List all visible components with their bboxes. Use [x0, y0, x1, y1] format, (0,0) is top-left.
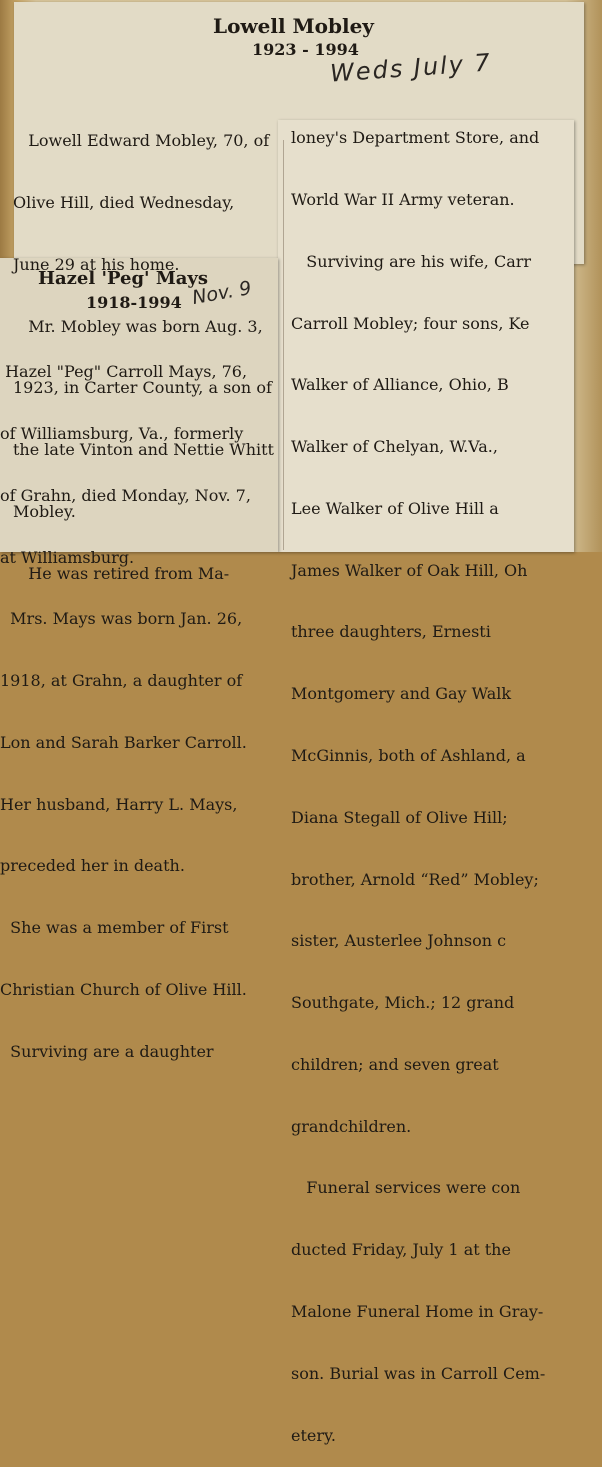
text-line: sister, Austerlee Johnson c [291, 931, 507, 951]
text-line: World War II Army veteran. [291, 189, 515, 209]
text-line: preceded her in death. [0, 856, 185, 876]
column-divider [283, 140, 284, 550]
text-line: Mrs. Mays was born Jan. 26, [0, 609, 243, 629]
obituary-dates-hazel-mays: 1918-1994 [86, 293, 182, 312]
text-line: Montgomery and Gay Walk [291, 684, 512, 704]
text-line: Lowell Edward Mobley, 70, of [13, 131, 270, 151]
text-line: of Williamsburg, Va., formerly [0, 423, 244, 443]
text-line: June 29 at his home. [13, 254, 180, 274]
text-line: loney's Department Store, and [291, 128, 540, 148]
text-line: Diana Stegall of Olive Hill; [291, 807, 508, 827]
text-line: Walker of Chelyan, W.Va., [291, 437, 504, 457]
text-line: Olive Hill, died Wednesday, [13, 192, 235, 212]
text-line: McGinnis, both of Ashland, a [291, 746, 526, 765]
obituary-body-lowell-col2 [291, 87, 545, 1467]
text-line: Hazel "Peg" Carroll Mays, 76, [0, 362, 248, 382]
text-line: Mobley. [13, 501, 76, 521]
text-line: ducted Friday, July 1 at the [291, 1240, 511, 1260]
text-line: grandchildren. [291, 1116, 412, 1136]
text-line: Christian Church of Olive Hill. [0, 980, 247, 999]
text-line: Malone Funeral Home in Gray- [291, 1302, 544, 1322]
obituary-title-hazel-mays: Hazel 'Peg' Mays [38, 268, 209, 289]
text-line: at Williamsburg. [0, 547, 135, 567]
text-line: Funeral services were con [291, 1178, 521, 1198]
text-line: James Walker of Oak Hill, Oh [291, 560, 528, 580]
obituary-body-hazel [0, 321, 251, 1083]
text-line: Her husband, Harry L. Mays, [0, 794, 238, 814]
text-line: He was retired from Ma- [13, 563, 230, 583]
obituary-dates-lowell-mobley: 1923 - 1994 [252, 40, 359, 59]
handwritten-note-lowell: Weds July 7 [329, 48, 493, 88]
obituary-title-lowell-mobley: Lowell Mobley [213, 14, 374, 38]
text-line: 1923, in Carter County, a son of [13, 378, 272, 398]
text-line: Surviving are his wife, Carr [291, 251, 532, 271]
text-line: Lon and Sarah Barker Carroll. [0, 732, 247, 752]
text-line: Mr. Mobley was born Aug. 3, [13, 316, 263, 336]
text-line: Southgate, Mich.; 12 grand [291, 993, 515, 1013]
text-line: Surviving are a daughter [0, 1041, 214, 1061]
text-line: Walker of Alliance, Ohio, B [291, 375, 509, 395]
text-line: children; and seven great [291, 1054, 499, 1074]
handwritten-note-hazel: Nov. 9 [190, 276, 254, 310]
text-line: Lee Walker of Olive Hill a [291, 498, 499, 518]
text-line: etery. [291, 1425, 337, 1445]
text-line: of Grahn, died Monday, Nov. 7, [0, 485, 251, 505]
text-line: brother, Arnold “Red” Mobley; [291, 869, 539, 889]
text-line: She was a member of First [0, 918, 229, 938]
text-line: 1918, at Grahn, a daughter of [0, 671, 243, 691]
text-line: three daughters, Ernesti [291, 622, 491, 642]
text-line: the late Vinton and Nettie Whitt [13, 440, 274, 460]
text-line: son. Burial was in Carroll Cem- [291, 1363, 546, 1383]
text-line: Carroll Mobley; four sons, Ke [291, 313, 530, 333]
